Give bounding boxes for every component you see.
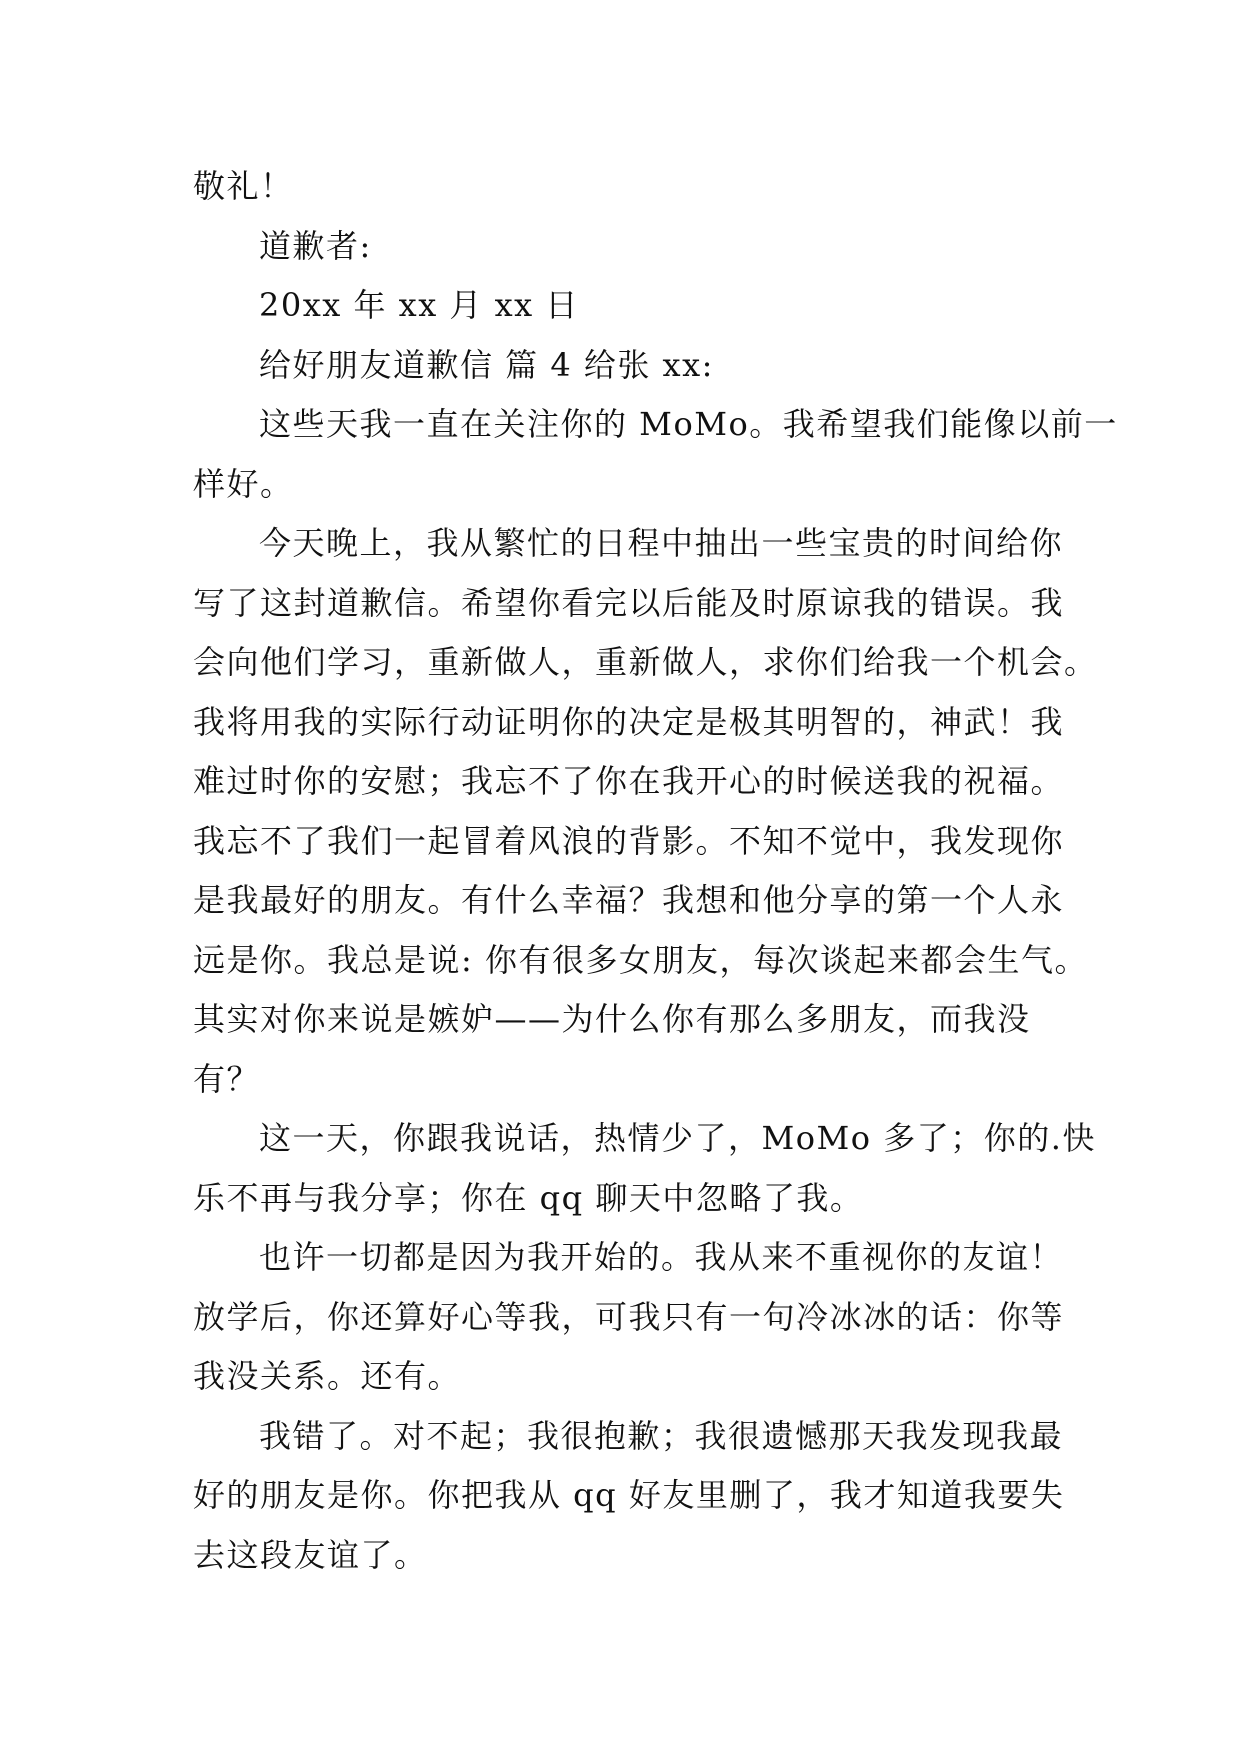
paragraph-3-line: 乐不再与我分享；你在 qq 聊天中忽略了我。 xyxy=(193,1178,864,1217)
paragraph-5-line: 好的朋友是你。你把我从 qq 好友里删了，我才知道我要失 xyxy=(193,1476,1065,1514)
paragraph-4-line: 我没关系。还有。 xyxy=(193,1357,462,1395)
paragraph-2-line: 会向他们学习，重新做人，重新做人，求你们给我一个机会。 xyxy=(193,643,1098,681)
letter-body xyxy=(193,157,1118,1585)
paragraph-5-line: 去这段友谊了。 xyxy=(193,1535,428,1574)
paragraph-2-line: 其实对你来说是嫉妒——为什么你有那么多朋友，而我没 xyxy=(193,1000,1031,1038)
paragraph-2-line: 是我最好的朋友。有什么幸福？我想和他分享的第一个人永 xyxy=(193,881,1065,919)
paragraph-5-line: 我错了。对不起；我很抱歉；我很遗憾那天我发现我最 xyxy=(259,1416,1064,1455)
paragraph-4-line: 也许一切都是因为我开始的。我从来不重视你的友谊！ xyxy=(259,1238,1064,1276)
paragraph-2-line: 难过时你的安慰；我忘不了你在我开心的时候送我的祝福。 xyxy=(193,762,1065,800)
paragraph-2-line: 写了这封道歉信。希望你看完以后能及时原谅我的错误。我 xyxy=(193,583,1065,622)
letter-heading: 给好朋友道歉信 篇 4 给张 xx: xyxy=(259,345,714,384)
closing-line: 敬礼！ xyxy=(193,167,294,205)
paragraph-2-line: 远是你。我总是说: 你有很多女朋友，每次谈起来都会生气。 xyxy=(193,940,1088,979)
paragraph-2-line: 有？ xyxy=(193,1059,261,1098)
paragraph-2-line: 今天晚上，我从繁忙的日程中抽出一些宝贵的时间给你 xyxy=(259,524,1064,562)
date-line: 20xx 年 xx 月 xx 日 xyxy=(259,286,579,324)
paragraph-2-line: 我忘不了我们一起冒着风浪的背影。不知不觉中，我发现你 xyxy=(193,821,1065,860)
paragraph-3-line: 这一天，你跟我说话，热情少了，MoMo 多了；你的.快 xyxy=(259,1119,1096,1157)
paragraph-2-line: 我将用我的实际行动证明你的决定是极其明智的，神武！我 xyxy=(193,702,1065,741)
paragraph-1-line: 这些天我一直在关注你的 MoMo。我希望我们能像以前一 xyxy=(259,405,1118,443)
paragraph-1-line: 样好。 xyxy=(193,464,294,503)
paragraph-4-line: 放学后，你还算好心等我，可我只有一句冷冰冰的话：你等 xyxy=(193,1297,1065,1336)
signature-label: 道歉者: xyxy=(259,226,372,265)
